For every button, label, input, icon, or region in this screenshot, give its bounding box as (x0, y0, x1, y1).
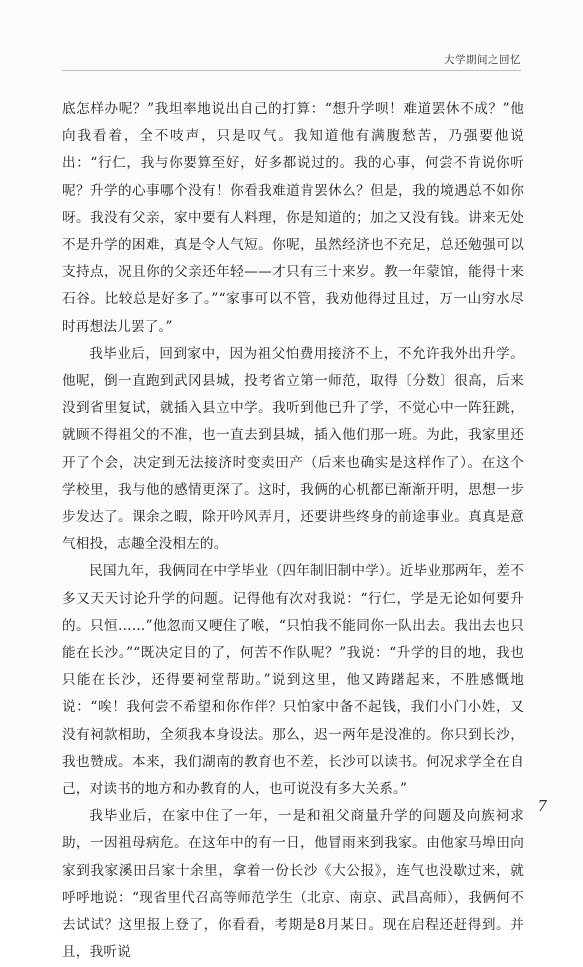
page-number: 7 (537, 797, 547, 815)
paragraph: 底怎样办呢？”我坦率地说出自己的打算：“想升学呗！难道罢休不成？”他向我看着，全不吱声，只是叹气。我知道他有满腹愁苦，乃强要他说出：“行仁，我与你要算至好，好多都说过的。我的心事，何尝不肯说你听呢？升学的心事哪个没有！你看我难道肯罢休么？但是，我的境遇总不如你呀。我没有父亲，家中要有人料理，你是知道的；加之又没有钱。讲来无处不是升学的困难，真是令人气短。你呢，虽然经济也不充足，总还勉强可以支持点，况且你的父亲还年轻——才只有三十来岁。教一年蒙馆，能得十来石谷。比较总是好多了。”“家事可以不管，我劝他得过且过，万一山穷水尽时再想法儿罢了。” (62, 101, 524, 335)
paragraph: 我毕业后，回到家中，因为祖父怕费用接济不上，不允许我外出升学。他呢，倒一直跑到武冈县城，投考省立第一师范，取得〔分数〕很高，后来没到省里复试，就插入县立中学。我听到他已升了学，不觉心中一阵狂跳，就顾不得祖父的不准，也一直去到县城，插入他们那一班。为此，我家里还开了个会，决定到无法接济时变卖田产（后来也确实是这样作了）。在这个学校里，我与他的感情更深了。这时，我俩的心机都已渐渐开明，思想一步步发达了。课余之暇，除开吟风弄月，还要讲些终身的前途事业。真真是意气相投，志趣全没相左的。 (62, 345, 524, 553)
paragraph: 民国九年，我俩同在中学毕业（四年制旧制中学）。近毕业那两年，差不多又天天讨论升学的问题。记得他有次对我说：“行仁，学是无论如何要升的。只恒……”他忽而又哽住了喉，“只怕我不能同你一队出去。我出去也只能在长沙。”“既决定目的了，何苦不作队呢？”我说：“升学的目的地，我也只能在长沙，还得要祠堂帮助。”说到这里，他又踌躇起来，不胜感慨地说：“唉！我何尝不希望和你作伴？只怕家中备不起钱，我们小门小姓，又没有祠款相助，全须我本身设法。那么，迟一两年是没准的。你只到长沙，我也赞成。本来，我们湖南的教育也不差，长沙可以读书。何况求学全在自己，对读书的地方和办教育的人，也可说没有多大关系。” (62, 563, 524, 798)
paragraph: 我毕业后，在家中住了一年，一是和祖父商量升学的问题及向族祠求助，一因祖母病危。在这年中的有一日，他冒雨来到我家。由他家马埠田向家到我家溪田吕家十余里，拿着一份长沙《大公报》，连气也没歇过来，就呼呼地说：“现省里代召高等师范学生（北京、南京、武昌高师），我俩何不去试试？这里报上登了，你看看，考期是8月某日。现在启程还赶得到。并且，我听说 (62, 808, 524, 961)
header-rule (62, 70, 521, 71)
running-header: 大学期间之回忆 (444, 54, 521, 66)
body-text (62, 96, 524, 967)
